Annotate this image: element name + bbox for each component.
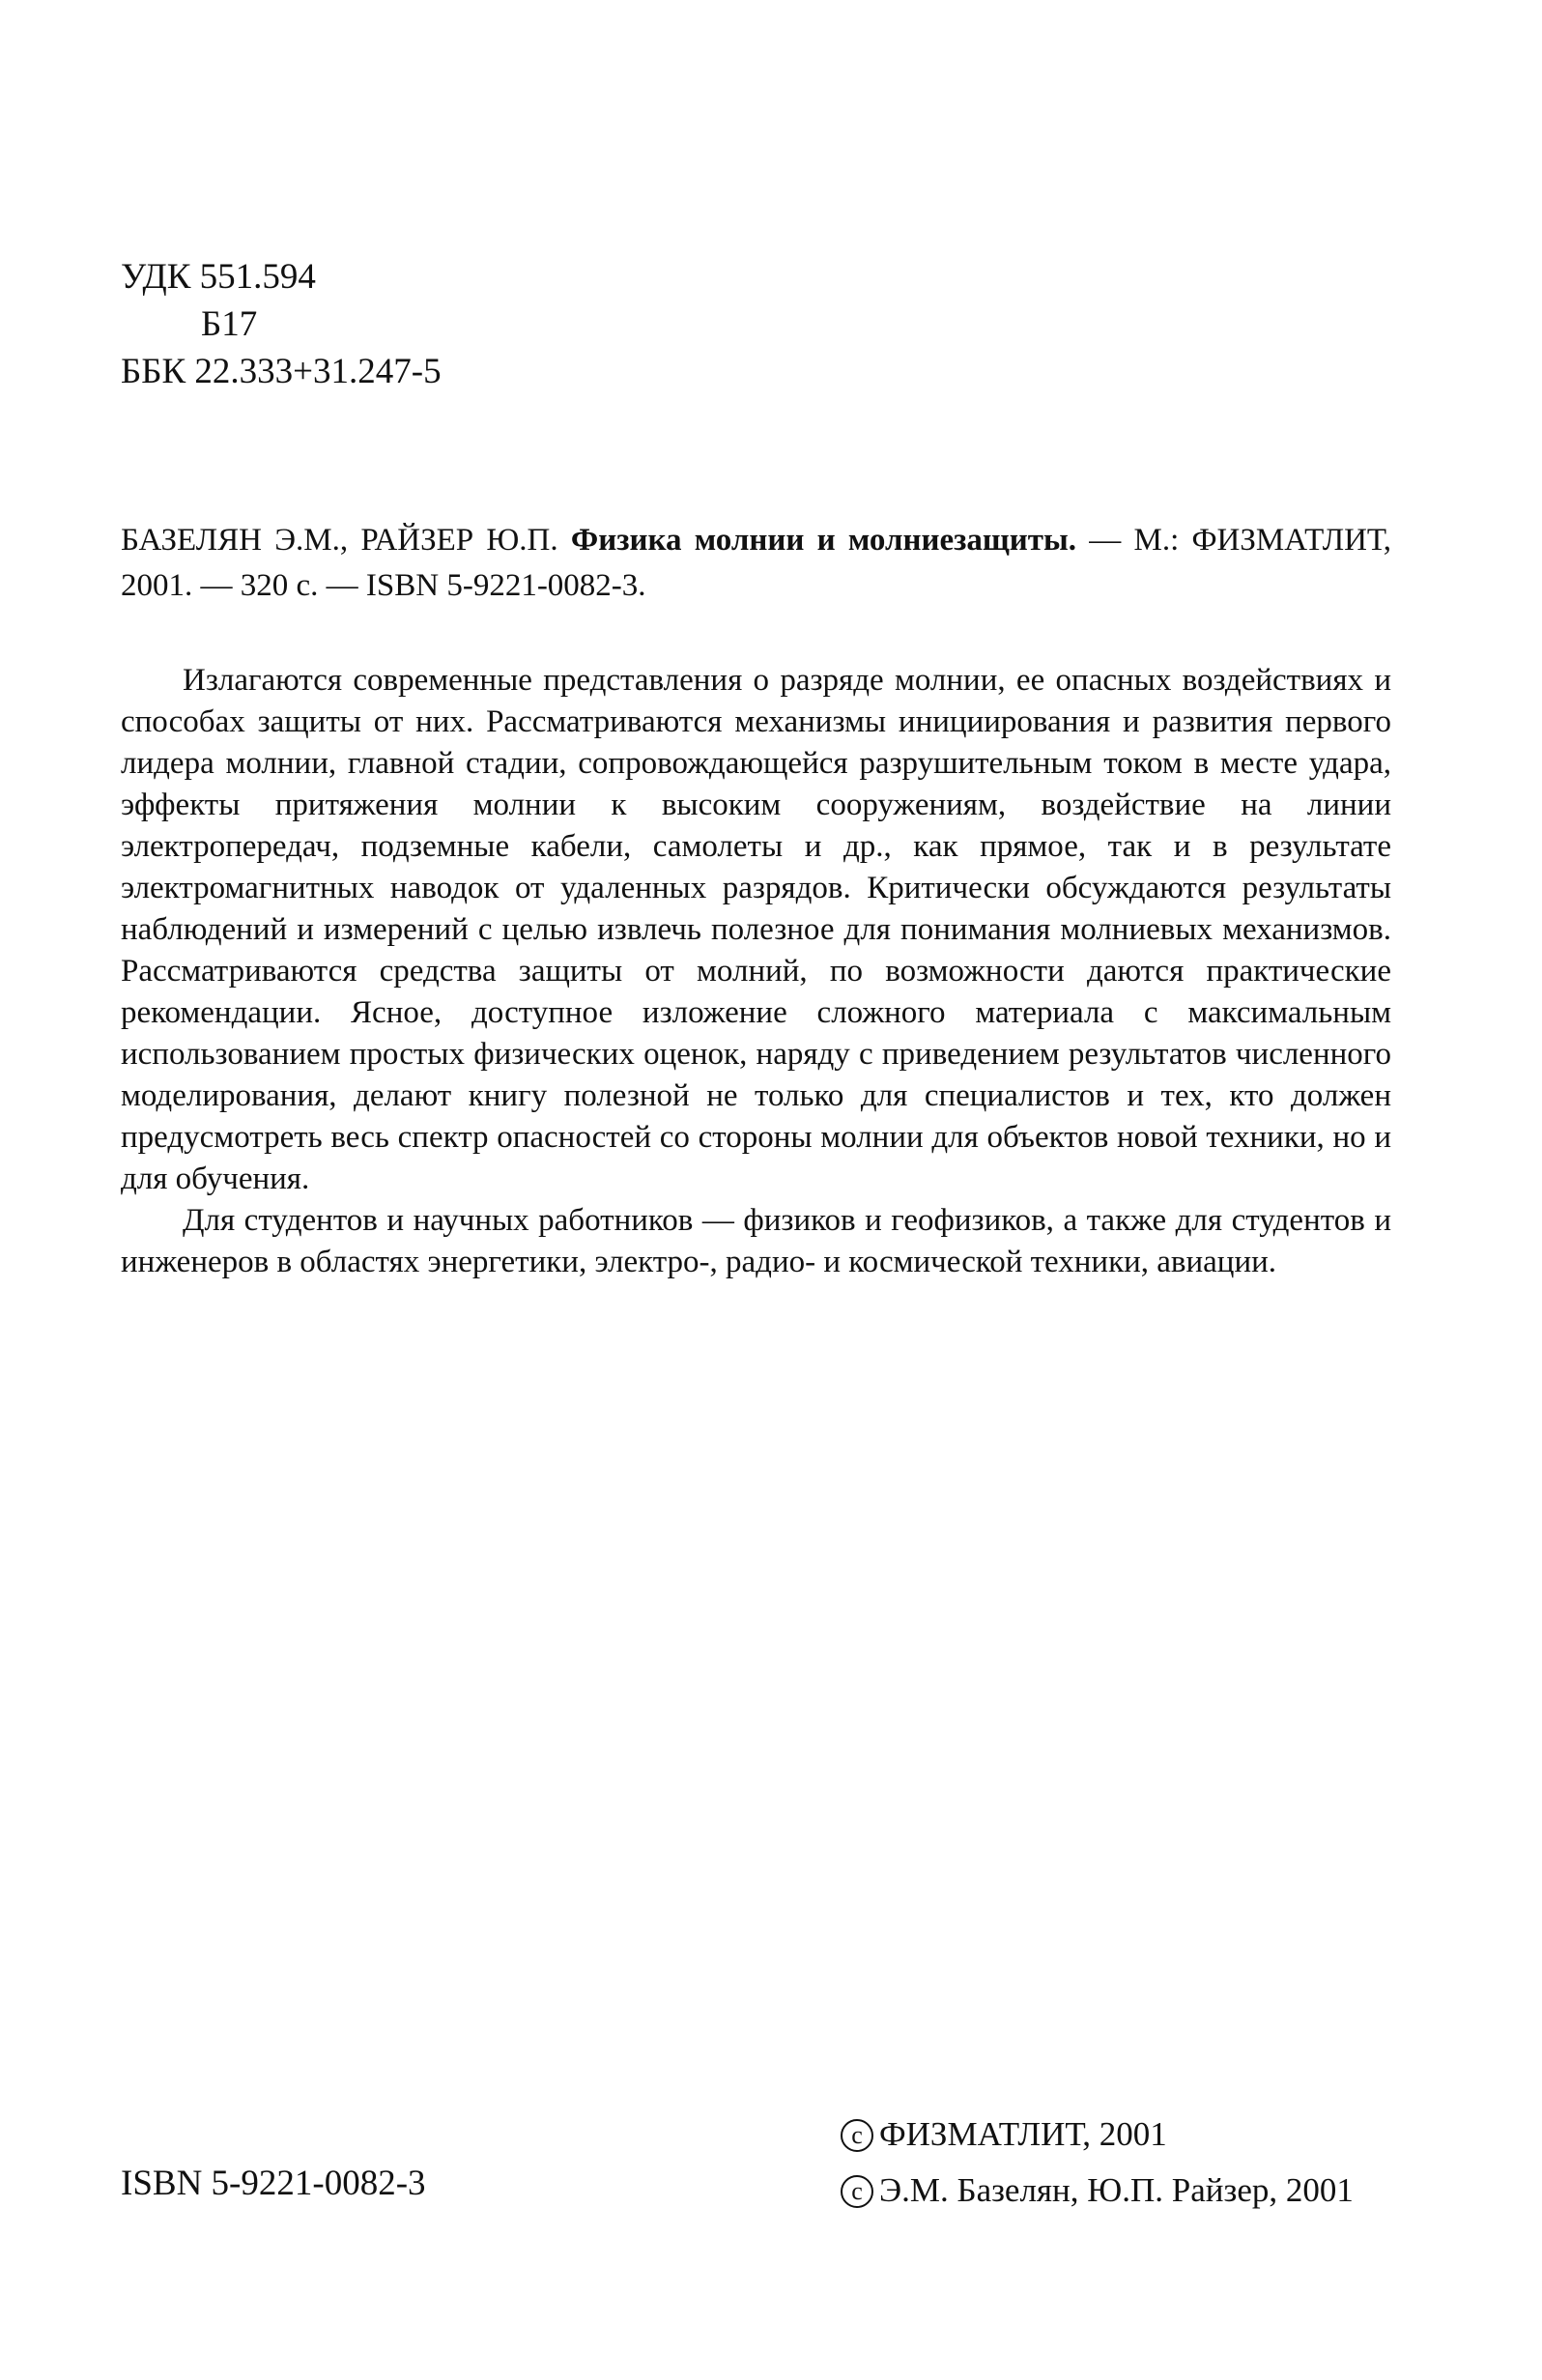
bbk-code: ББК 22.333+31.247-5 — [121, 352, 442, 391]
reference-authors: БАЗЕЛЯН Э.М., РАЙЗЕР Ю.П. — [121, 523, 558, 558]
copyright-holder: Э.М. Базелян, Ю.П. Райзер, 2001 — [879, 2171, 1354, 2209]
isbn: ISBN 5-9221-0082-3 — [121, 2164, 426, 2203]
bibliographic-reference — [121, 518, 1391, 609]
copyright-icon: c — [841, 2175, 873, 2208]
author-mark: Б17 — [201, 304, 258, 344]
copyright-line — [841, 2163, 1354, 2219]
copyright-holder: ФИЗМАТЛИТ, 2001 — [879, 2115, 1167, 2153]
abstract — [121, 660, 1391, 1283]
classification-codes — [121, 253, 442, 395]
copyright-block — [841, 2107, 1354, 2219]
udk-code: УДК 551.594 — [121, 257, 316, 297]
abstract-paragraph: Излагаются современные представления о разряде молнии, ее опасных воздействиях и способах защиты от них. Рассматриваются механизмы инициирования и развития первого лидера молнии, главной стадии, сопровождающейся разрушительным током в месте удара, эффекты притяжения молнии к высоким сооружениям, воздействие на линии электропередач, подземные кабели, самолеты и др., как прямое, так и в результате электромагнитных наводок от удаленных разрядов. Критически обсуждаются результаты наблюдений и измерений с целью извлечь полезное для понимания молниевых механизмов. Рассматриваются средства защиты от молний, по возможности даются практические рекомендации. Ясное, доступное изложение сложного материала с максимальным использованием простых физических оценок, наряду с приведением результатов численного моделирования, делают книгу полезной не только для специалистов и тех, кто должен предусмотреть весь спектр опасностей со стороны молнии для объектов новой техники, но и для обучения. — [121, 663, 1391, 1196]
copyright-icon: c — [841, 2119, 873, 2152]
reference-title: Физика молнии и молниезащиты. — [570, 523, 1077, 558]
copyright-line — [841, 2107, 1354, 2163]
reference-details: — М.: ФИЗМАТЛИТ, 2001. — 320 с. — ISBN 5-9221-0082-3. — [121, 523, 1392, 603]
abstract-paragraph: Для студентов и научных работников — физиков и геофизиков, а также для студентов и инженеров в областях энергетики, электро-, радио- и космической техники, авиации. — [121, 1203, 1391, 1279]
